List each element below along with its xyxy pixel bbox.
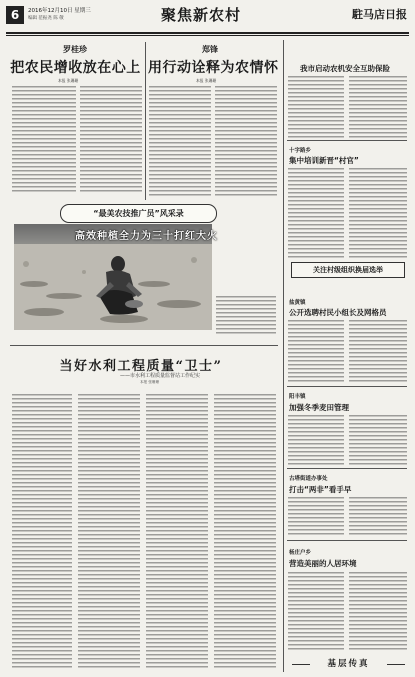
page-header [6, 4, 409, 34]
right-story6-body-col1 [288, 497, 344, 537]
right-story6-headline: 打击“两非”看手早 [289, 485, 352, 494]
main-story-headline: 当好水利工程质量“卫士” [59, 359, 223, 374]
right-story5-body-col2 [349, 415, 407, 465]
story2-kicker: 郑锋 [202, 45, 218, 54]
right-story5-headline: 加强冬季麦田管理 [289, 403, 349, 412]
right-story4-body-col2 [349, 320, 407, 384]
issue-date: 2016年12月10日 星期三 [28, 8, 91, 14]
right-story7-body-col2 [349, 572, 407, 652]
top-divider [145, 42, 146, 200]
header-rule-thin [6, 35, 409, 36]
story1-body-col2 [80, 86, 142, 194]
footer-section-label [292, 658, 405, 671]
right-story4-headline: 公开选聘村民小组长及网格员 [289, 308, 387, 317]
footer-label-text: 基层传真 [327, 659, 370, 669]
right-boxed-heading: 关注村级组织换届选举 [291, 262, 405, 278]
right-story2-body-col1 [288, 168, 344, 258]
right-divider2 [287, 386, 407, 387]
right-story7-headline: 营造美丽的人居环境 [289, 559, 357, 568]
column-divider [283, 40, 284, 672]
story1-headline: 把农民增收放在心上 [10, 60, 141, 76]
story2-author: 本报 张珊珊 [196, 78, 217, 83]
right-story1-headline: 我市启动农机安全互助保险 [300, 64, 390, 73]
right-story4-body-col1 [288, 320, 344, 384]
main-body-col2 [78, 394, 140, 670]
right-story2-headline: 集中培训新晋“村官” [289, 156, 359, 165]
section-divider [10, 345, 278, 346]
story2-body-col2 [215, 86, 277, 196]
main-story-subheadline: ——市水利工程质量监督站工作纪实 [119, 373, 200, 379]
main-body-col1 [12, 394, 72, 670]
right-story7-body-col1 [288, 572, 344, 652]
section-title: 聚焦新农村 [160, 6, 241, 24]
main-body-col3 [146, 394, 208, 670]
story2-body-col1 [149, 86, 211, 196]
right-story4-kicker: 盐黄镇 [289, 300, 306, 306]
right-story5-kicker: 阳丰镇 [289, 394, 306, 400]
right-divider3 [287, 468, 407, 469]
right-divider4 [287, 540, 407, 541]
right-story6-kicker: 古塔街道办事处 [289, 476, 328, 482]
story1-body-col1 [12, 86, 76, 194]
series-banner: “最美农技推广员”风采录 [60, 204, 217, 223]
right-story6-body-col2 [349, 497, 407, 537]
header-rule [6, 32, 409, 34]
main-story-byline: 本报 张珊珊 [140, 380, 160, 384]
story1-author: 本报 张珊珊 [58, 78, 79, 83]
page-number: 6 [6, 6, 24, 24]
right-story1-body-col1 [288, 76, 344, 138]
photo-caption-text [216, 296, 276, 336]
story1-kicker: 罗桂珍 [63, 45, 87, 54]
right-divider1 [287, 140, 407, 141]
story2-headline: 用行动诠释为农情怀 [148, 60, 279, 76]
paper-name: 駐马店日报 [352, 8, 407, 21]
editors-line: 编辑 范振尧 陈 敬 [28, 16, 64, 21]
right-story2-kicker: 十字路乡 [289, 148, 312, 154]
right-story7-kicker: 杨庄户乡 [289, 550, 312, 556]
photo-overlay-text: 高效种植全力为三十打红大火 [75, 231, 218, 242]
right-story2-body-col2 [349, 168, 407, 258]
right-story5-body-col1 [288, 415, 344, 465]
main-body-col4 [214, 394, 276, 670]
right-story1-body-col2 [349, 76, 407, 138]
